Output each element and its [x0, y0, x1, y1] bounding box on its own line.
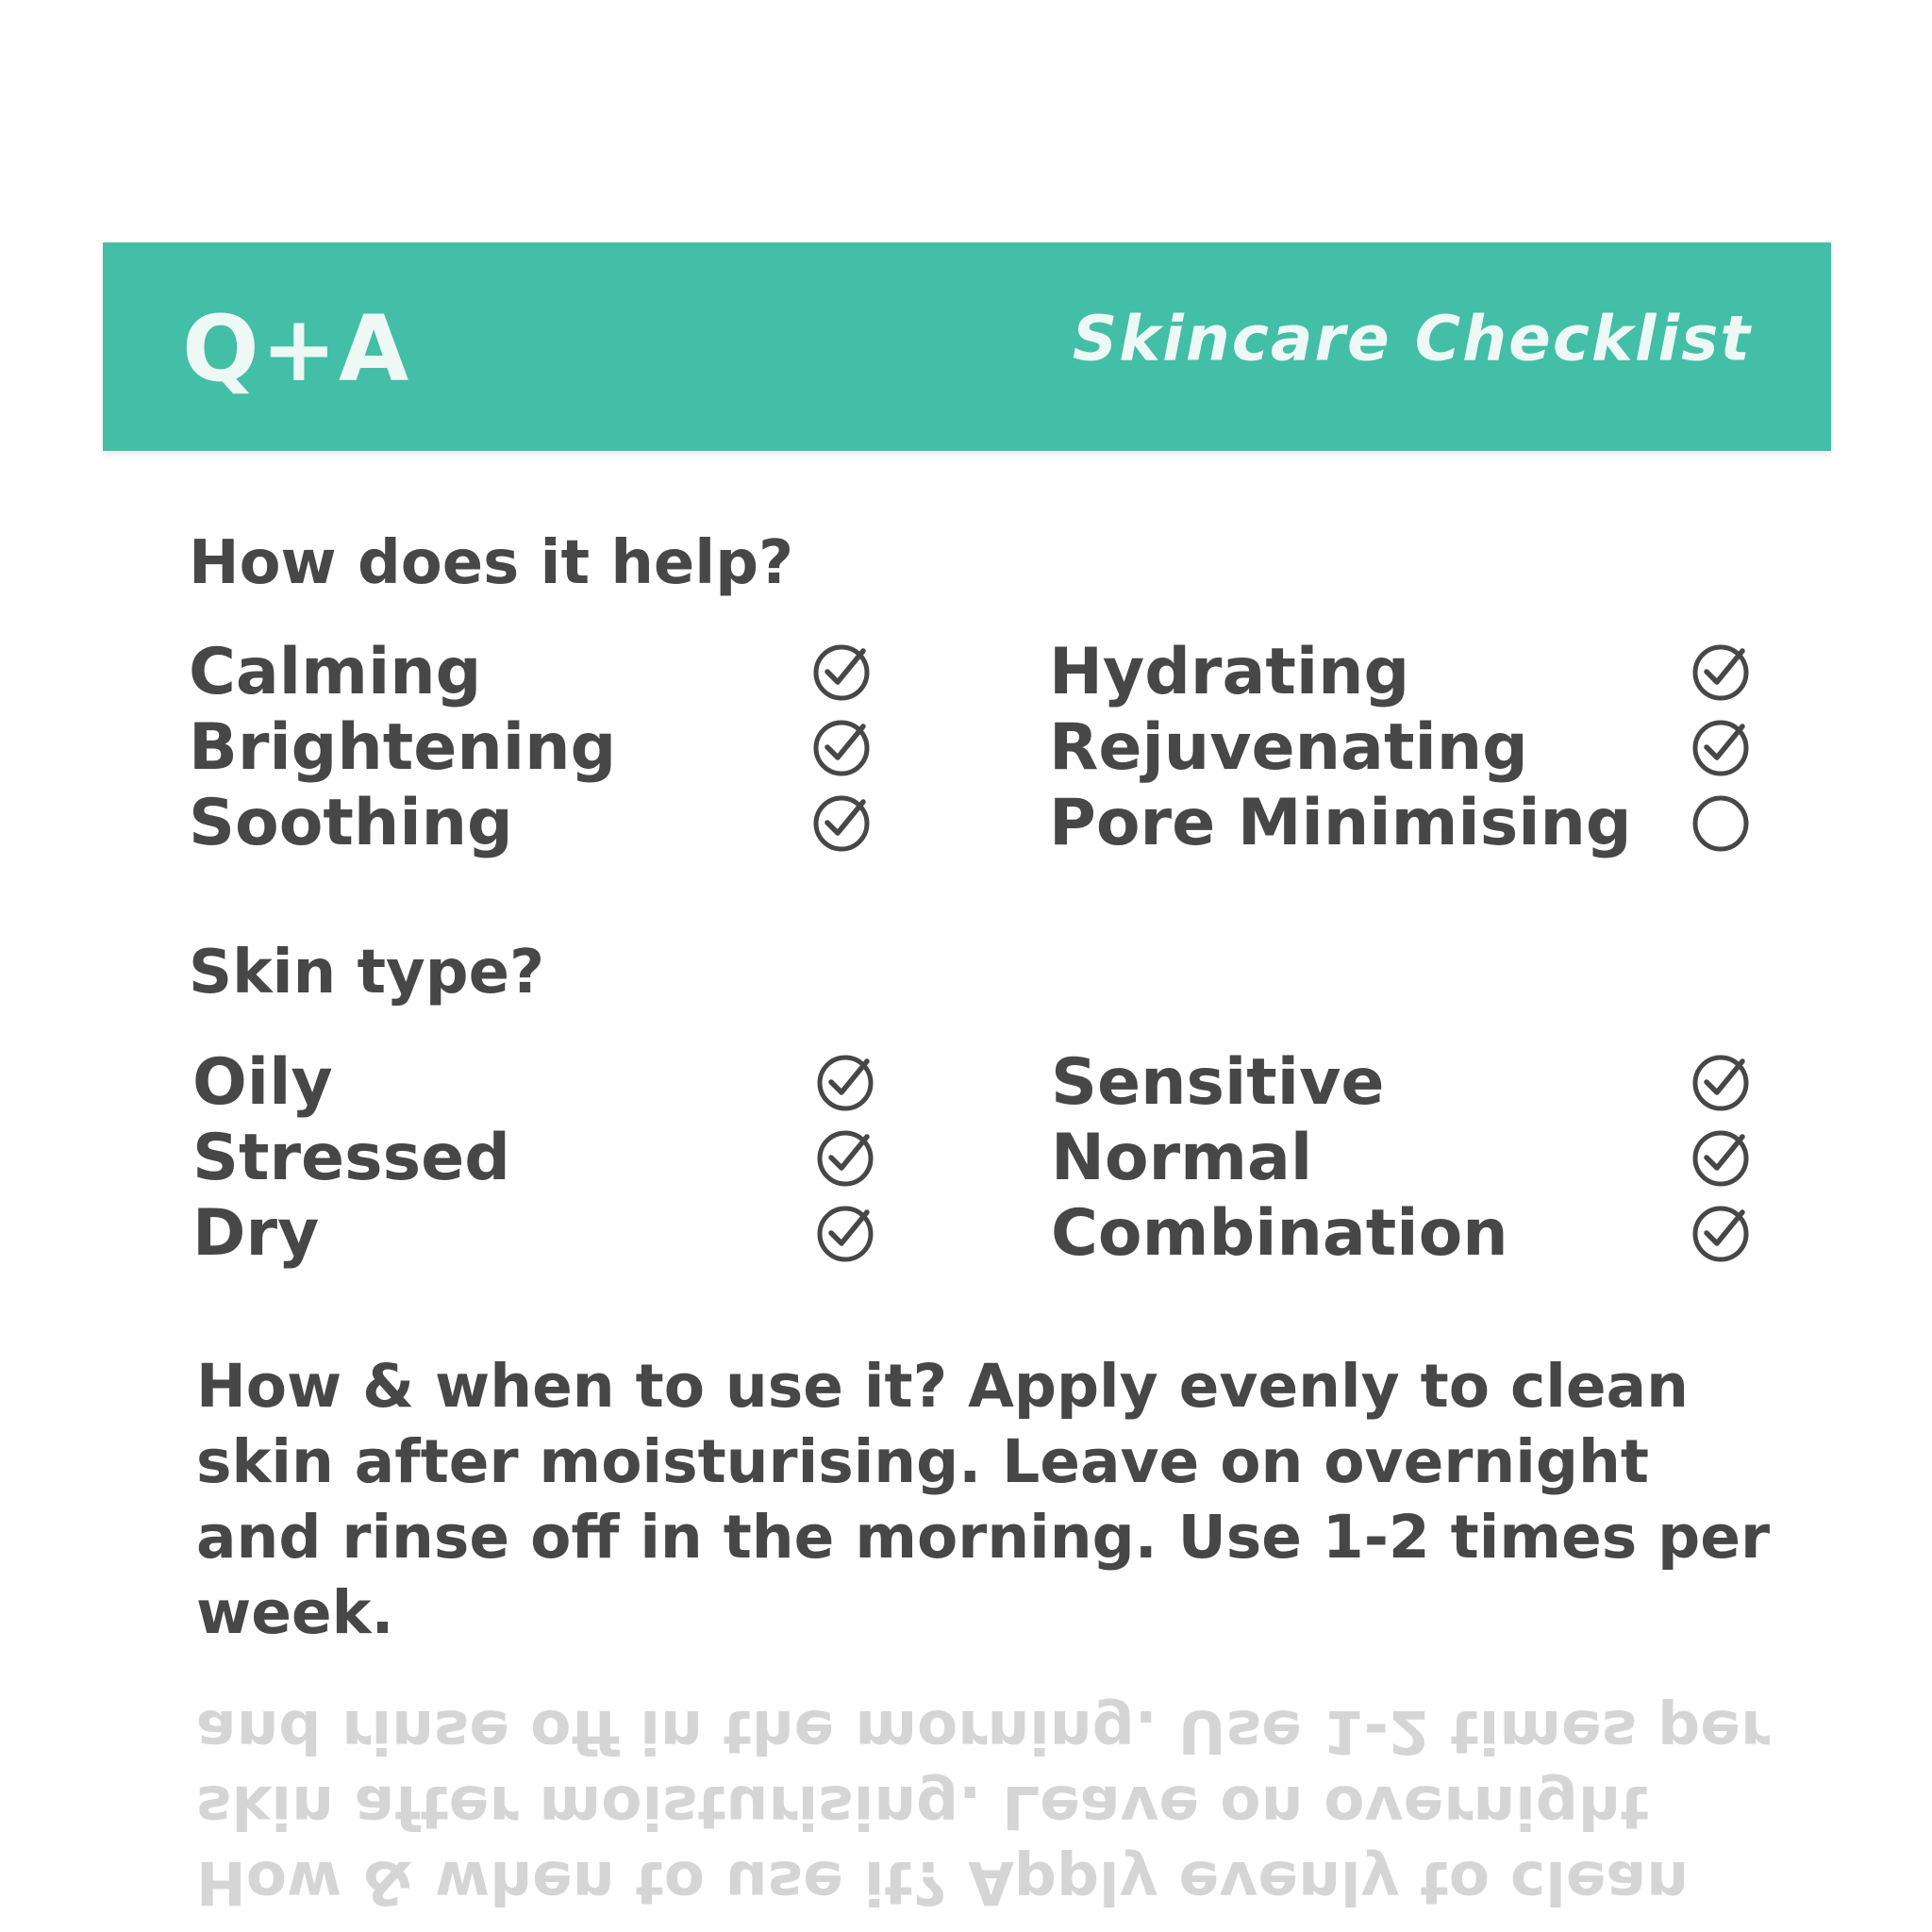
help-heading: How does it help? — [189, 528, 794, 598]
brand-logo: Q+A — [182, 295, 411, 402]
check-circle-icon — [1690, 1053, 1751, 1113]
check-circle-icon — [815, 1204, 875, 1264]
skin-type-item — [1051, 1121, 1768, 1196]
help-item-label: Pore Minimising — [1049, 786, 1632, 860]
help-item — [189, 635, 906, 710]
help-item — [1049, 786, 1766, 861]
help-item — [1049, 710, 1766, 786]
skin-type-label: Dry — [192, 1196, 320, 1271]
mirror-reflection — [196, 1693, 1781, 1932]
help-item-label: Soothing — [189, 786, 513, 860]
help-item — [189, 710, 906, 786]
help-item — [1049, 635, 1766, 710]
check-circle-icon — [811, 718, 872, 778]
mirrored-usage-text: How & when to use it? Apply evenly to clean skin after moisturising. Leave on overnight and rinse off in the morning. Use 1-2 times per — [196, 1697, 1771, 1917]
check-circle-icon — [811, 642, 872, 703]
check-circle-icon — [811, 793, 872, 854]
help-item — [189, 786, 906, 861]
skin-type-label: Normal — [1051, 1121, 1313, 1195]
help-item-label: Rejuvenating — [1049, 710, 1528, 785]
skin-type-item — [1051, 1045, 1768, 1121]
skin-type-item — [1051, 1196, 1768, 1272]
usage-instructions: How & when to use it? Apply evenly to clean skin after moisturising. Leave on overnight and rinse off in the morning. Use 1-2 times per week. — [196, 1352, 1771, 1647]
help-item-label: Hydrating — [1049, 635, 1410, 709]
check-circle-icon — [815, 1053, 875, 1113]
empty-circle-icon — [1690, 793, 1751, 854]
help-item-label: Calming — [189, 635, 482, 709]
help-item-label: Brightening — [189, 710, 617, 785]
check-circle-icon — [1690, 642, 1751, 703]
skin-type-item — [192, 1121, 909, 1196]
skin-type-label: Combination — [1051, 1196, 1508, 1271]
skin-type-label: Sensitive — [1051, 1045, 1385, 1120]
check-circle-icon — [815, 1128, 875, 1189]
header-band — [103, 242, 1831, 451]
check-circle-icon — [1690, 1128, 1751, 1189]
skin-type-heading: Skin type? — [189, 938, 545, 1008]
skin-type-label: Oily — [192, 1045, 333, 1120]
skin-type-item — [192, 1196, 909, 1272]
check-circle-icon — [1690, 718, 1751, 778]
header-title: Skincare Checklist — [1072, 301, 1752, 375]
skin-type-item — [192, 1045, 909, 1121]
skin-type-label: Stressed — [192, 1121, 510, 1195]
check-circle-icon — [1690, 1204, 1751, 1264]
